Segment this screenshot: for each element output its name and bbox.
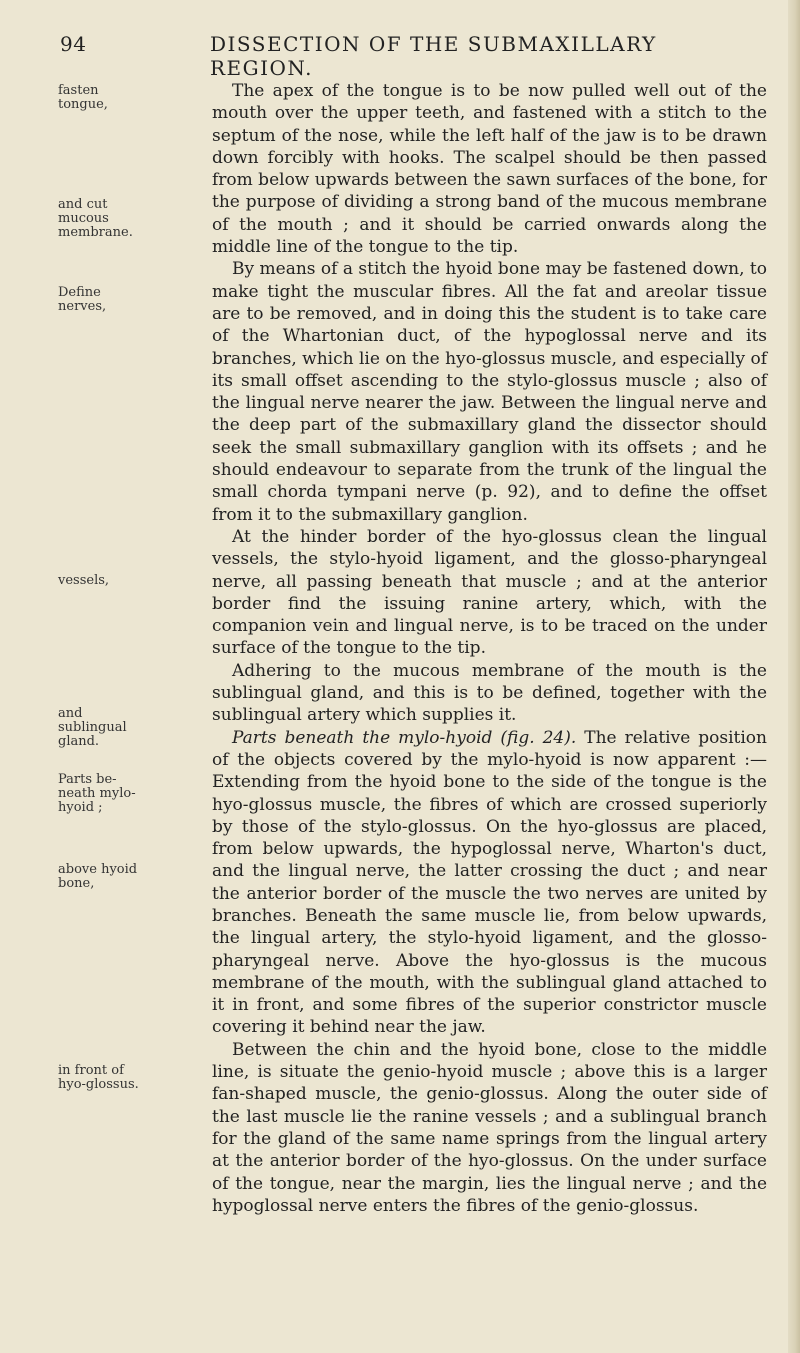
margin-note-above-hyoid-bone: above hyoid bone, [58,862,138,891]
paragraph-with-italic-lead [212,727,767,1039]
margin-note-cut-mucous-membrane: and cut mucous membrane. [58,197,133,240]
paragraph: By means of a stitch the hyoid bone may be fastened down, to make tight the muscular fibres. All the fat and areolar tissue are to be removed, and in doing this the student is to take care of the Whartonian duct, of the hypoglossal nerve and its branches, which lie on the hyo-glossus muscle, and especially of its small offset ascending to the stylo-glossus muscle ; also of the lingual nerve nearer the jaw. Between the lingual nerve and the deep part of the submaxillary gland the dissector should seek the small submaxillary ganglion with its offsets ; and he should endeavour to separate from the trunk of the lingual the small chorda tympani nerve (p. 92), and to define the offset from it to the submaxillary ganglion. [212,259,767,525]
margin-note-sublingual-gland: and sublingual gland. [58,706,127,749]
page-header [60,32,760,80]
margin-note-front-of-hyoglossus: in front of hyo-glossus. [58,1063,139,1092]
paragraph: The apex of the tongue is to be now pulled well out of the mouth over the upper teeth, and fastened with a stitch to the septum of the nose, while the left half of the jaw is to be drawn down forcibly with hooks. The scalpel should be then passed from below upwards between the sawn surfaces of the bone, for the purpose of dividing a strong band of the mucous membrane of the mouth ; and it should be carried onwards along the middle line of the tongue to the tip. [212,81,767,258]
paragraph: At the hinder border of the hyo-glossus clean the lingual vessels, the stylo-hyoid ligament, and the glosso-pharyngeal nerve, all passing beneath that muscle ; and at the anterior border find the issuing ranine artery, which, with the companion vein and lingual nerve, is to be traced on the under surface of the tongue to the tip. [212,526,767,659]
running-title: DISSECTION OF THE SUBMAXILLARY REGION. [210,32,657,80]
paragraph: Between the chin and the hyoid bone, close to the middle line, is situate the genio-hyoid muscle ; above this is a larger fan-shaped muscle, the genio-glossus. Along the outer side of the last muscle lie the ranine vessels ; and a sublingual branch for the gland of the same name springs from the lingual artery at the anterior border of the hyo-glossus. On the under surface of the tongue, near the margin, lies the lingual nerve ; and the hypoglossal nerve enters the fibres of the genio-glossus. [212,1039,767,1216]
italic-lead: Parts beneath the mylo-hyoid (fig. 24). [232,727,577,748]
margin-note-fasten-tongue: fasten tongue, [58,83,108,112]
paragraph-text: The relative position of the objects covered by the mylo-hyoid is now apparent :—Extending from the hyoid bone to the side of the tongue is the hyo-glossus muscle, the fibres of which are crossed superiorly by those of the stylo-glossus. On the hyo-glossus are placed, from below upwards, the hypoglossal nerve, Wharton's duct, and the lingual nerve, the latter crossing the duct ; and near the anterior border of the muscle the two nerves are united by branches. Beneath the same muscle lie, from below upwards, the lingual artery, the stylo-hyoid ligament, and the glosso-pharyngeal nerve. Above the hyo-glossus is the mucous membrane of the mouth, with the sublingual gland attached to it in front, and some fibres of the superior constrictor muscle covering it behind near the jaw. [212,727,767,1038]
margin-note-define-nerves: Define nerves, [58,285,107,314]
margin-note-vessels: vessels, [58,573,110,588]
body-text [212,80,767,1217]
margin-note-parts-beneath-mylohyoid: Parts be- neath mylo- hyoid ; [58,772,136,815]
page-edge [788,0,800,1353]
paragraph: Adhering to the mucous membrane of the mouth is the sublingual gland, and this is to be defined, together with the sublingual artery which supplies it. [212,660,767,726]
page-number: 94 [60,32,87,56]
